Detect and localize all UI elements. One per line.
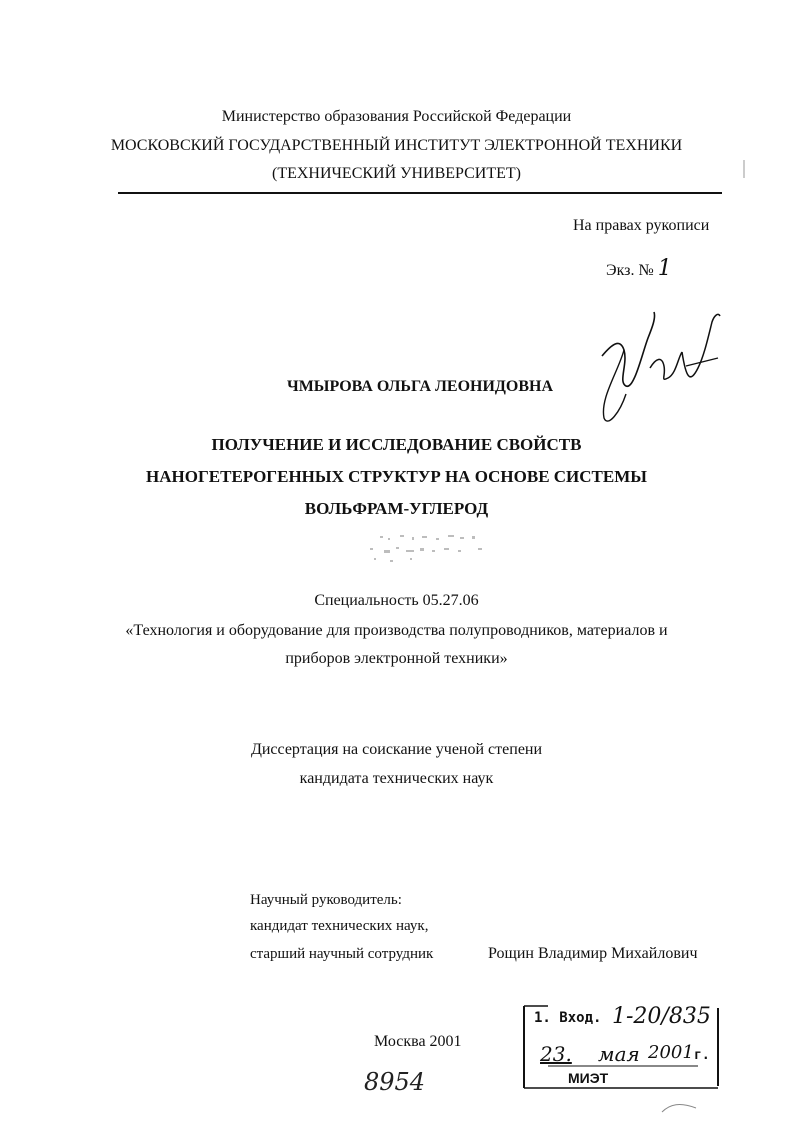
university-line: (ТЕХНИЧЕСКИЙ УНИВЕРСИТЕТ) bbox=[271, 165, 521, 182]
scan-noise bbox=[360, 532, 510, 568]
header-divider bbox=[118, 192, 722, 194]
copy-number bbox=[606, 256, 672, 281]
manuscript-rights: На правах рукописи bbox=[573, 217, 710, 234]
institute-line: МОСКОВСКИЙ ГОСУДАРСТВЕННЫЙ ИНСТИТУТ ЭЛЕКТРОННОЙ ТЕХНИКИ bbox=[110, 137, 683, 154]
copy-number-value: 1 bbox=[657, 256, 672, 281]
stamp-year-suffix: г. bbox=[694, 1048, 710, 1063]
supervisor-position: старший научный сотрудник bbox=[250, 946, 434, 962]
signature-icon bbox=[590, 308, 730, 428]
supervisor-name: Рощин Владимир Михайлович bbox=[488, 945, 698, 962]
stamp-org: МИЭТ bbox=[568, 1070, 609, 1086]
title-line-1: ПОЛУЧЕНИЕ И ИССЛЕДОВАНИЕ СВОЙСТВ bbox=[211, 435, 582, 454]
stamp-entry-label: 1. Вход. bbox=[534, 1010, 602, 1026]
city-year: Москва 2001 bbox=[374, 1033, 462, 1050]
author-name: ЧМЫРОВА ОЛЬГА ЛЕОНИДОВНА bbox=[286, 378, 554, 395]
handwritten-number: 8954 bbox=[364, 1068, 426, 1096]
stamp-date-day: 23. bbox=[540, 1042, 572, 1066]
scan-mark bbox=[740, 160, 748, 180]
supervisor-degree: кандидат технических наук, bbox=[250, 918, 429, 934]
stamp-date-month: мая bbox=[598, 1042, 640, 1066]
ministry-line: Министерство образования Российской Федерации bbox=[221, 108, 572, 125]
registration-stamp bbox=[518, 1000, 724, 1092]
specialty-name-line-2: приборов электронной техники» bbox=[285, 650, 508, 667]
supervisor-label: Научный руководитель: bbox=[250, 892, 402, 908]
copy-number-label: Экз. № bbox=[606, 262, 654, 279]
degree-line-1: Диссертация на соискание ученой степени bbox=[250, 741, 543, 758]
scan-mark-bottom bbox=[660, 1100, 700, 1116]
stamp-date-year: 2001 bbox=[648, 1042, 694, 1063]
title-line-3: ВОЛЬФРАМ-УГЛЕРОД bbox=[304, 499, 489, 518]
specialty-name-line-1: «Технология и оборудование для производства полупроводников, материалов и bbox=[125, 622, 668, 639]
title-line-2: НАНОГЕТЕРОГЕННЫХ СТРУКТУР НА ОСНОВЕ СИСТЕМЫ bbox=[146, 467, 647, 486]
degree-line-2: кандидата технических наук bbox=[299, 770, 494, 787]
specialty-code: Специальность 05.27.06 bbox=[314, 592, 479, 609]
stamp-entry-number: 1-20/835 bbox=[612, 1004, 711, 1029]
